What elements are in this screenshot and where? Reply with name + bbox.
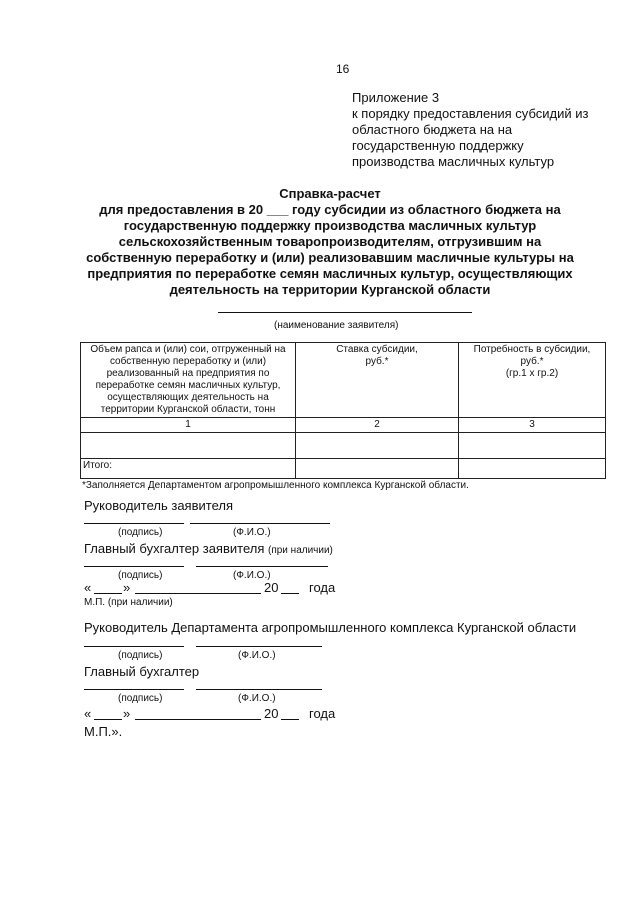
header-rate [296,343,459,418]
mp-final: М.П.». [84,724,123,739]
header-text: осуществляющих деятельность на [107,392,269,403]
subtitle-line: сельскохозяйственным товаропроизводителям, отгрузившим на [118,234,542,249]
table-row [81,433,606,459]
header-text: территории Курганской области, тонн [100,404,276,415]
table-cell[interactable] [81,433,296,459]
signature-line [84,523,184,524]
signature-caption: (подпись) [118,650,163,661]
fio-line [196,646,322,647]
subtitle-line: собственную переработку и (или) реализовавшим масличные культуры на [86,250,574,265]
column-number: 3 [459,418,606,433]
header-volume [81,343,296,418]
day-line [94,719,122,720]
signature-line [84,566,184,567]
header-text: руб.* [365,356,389,367]
signature-caption: (подпись) [118,570,163,581]
signature-line [84,689,184,690]
mp-if-available: М.П. (при наличии) [84,597,173,608]
header-text: переработке семян масличных культур, [95,380,281,391]
applicant-name-line [218,312,472,313]
head-applicant-label: Руководитель заявителя [84,498,233,513]
header-text: Объем рапса и (или) сои, отгруженный на [90,344,286,355]
signature-caption: (подпись) [118,693,163,704]
table-header-row [81,343,606,418]
header-text: реализованный на предприятия по [106,368,270,379]
calculation-table [80,342,606,479]
document-subtitle [60,202,600,298]
header-text: (гр.1 х гр.2) [505,368,559,379]
appendix-note [352,90,612,170]
head-department-label: Руководитель Департамента агропромышленного комплекса Курганской области [84,620,577,635]
applicant-caption: (наименование заявителя) [274,320,399,331]
if-available-note: (при наличии) [268,545,333,556]
fio-caption: (Ф.И.О.) [238,650,276,661]
fio-caption: (Ф.И.О.) [233,570,271,581]
year-prefix: 20 [264,580,279,595]
subtitle-line: предприятия по переработке семян масличных культур, осуществляющих [87,266,573,281]
appendix-line: к порядку предоставления субсидий из [352,106,589,121]
subtitle-line: для предоставления в 20 ___ году субсидии из областного бюджета на [99,202,561,217]
subtitle-line: государственную поддержку производства масличных культур [123,218,537,233]
table-cell[interactable] [296,459,459,479]
subtitle-line: деятельность на территории Курганской области [169,282,491,297]
header-text: руб.* [520,356,544,367]
chief-accountant-text: Главный бухгалтер заявителя [84,541,265,556]
table-total-row [81,459,606,479]
year-line [281,719,299,720]
page-number: 16 [336,62,350,76]
signature-line [84,646,184,647]
appendix-line: производства масличных культур [352,154,555,169]
table-cell[interactable] [296,433,459,459]
table-cell[interactable] [459,459,606,479]
appendix-line: Приложение 3 [352,90,440,105]
chief-accountant-applicant-label [84,541,333,556]
appendix-line: областного бюджета на на [352,122,513,137]
fio-caption: (Ф.И.О.) [238,693,276,704]
fio-line [196,689,322,690]
date-open-quote: « [84,706,92,721]
table-cell[interactable] [459,433,606,459]
signature-caption: (подпись) [118,527,163,538]
document-title: Справка-расчет [279,186,381,201]
chief-accountant-label: Главный бухгалтер [84,664,200,679]
header-text: Ставка субсидии, [336,344,418,355]
year-line [281,593,299,594]
fio-caption: (Ф.И.О.) [233,527,271,538]
date-open-quote: « [84,580,92,595]
column-number: 1 [81,418,296,433]
header-text: собственную переработку и (или) [109,356,267,367]
day-line [94,593,122,594]
year-suffix: года [309,706,336,721]
table-number-row [81,418,606,433]
footnote: *Заполняется Департаментом агропромышленного комплекса Курганской области. [82,480,469,491]
date-close-quote: » [123,706,131,721]
header-need [459,343,606,418]
total-label: Итого: [81,459,296,479]
year-prefix: 20 [264,706,279,721]
fio-line [196,566,328,567]
column-number: 2 [296,418,459,433]
fio-line [190,523,330,524]
header-text: Потребность в субсидии, [473,344,591,355]
year-suffix: года [309,580,336,595]
appendix-line: государственную поддержку [352,138,524,153]
date-close-quote: » [123,580,131,595]
month-line [135,593,261,594]
month-line [135,719,261,720]
